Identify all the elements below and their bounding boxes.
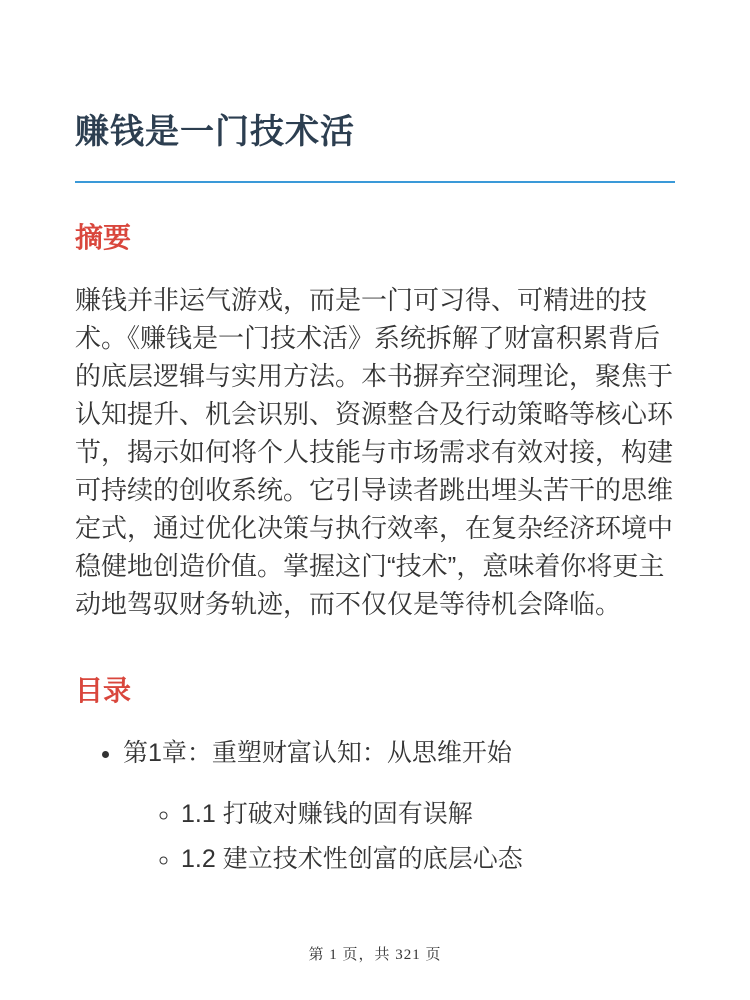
toc-list [75,736,675,882]
toc-section-item: ◦ 1.1 打破对赚钱的固有误解 [181,792,675,837]
page-title: 赚钱是一门技术活 [75,0,675,183]
toc-sublist [123,792,675,882]
toc-heading: 目录 [75,674,132,706]
page-number: 第 1 页，共 321 页 [308,947,442,963]
toc-chapter-item [123,736,675,882]
toc-section-item: ◦ 1.2 建立技术性创富的底层心态 [181,837,675,882]
abstract-paragraph: 赚钱并非运气游戏，而是一门可习得、可精进的技术。《赚钱是一门技术活》系统拆解了财富积累背后的底层逻辑与实用方法。本书摒弃空洞理论，聚焦于认知提升、机会识别、资源整合及行动策略等核心环节，揭示如何将个人技能与市场需求有效对接，构建可持续的创收系统。它引导读者跳出埋头苦干的思维定式，通过优化决策与执行效率，在复杂经济环境中稳健地创造价值。掌握这门“技术”，意味着你将更主动地驾驭财务轨迹，而不仅仅是等待机会降临。 [75,284,674,619]
abstract-heading: 摘要 [75,221,132,253]
toc-chapter-label: 第1章：重塑财富认知：从思维开始 [123,738,512,767]
document-page [75,0,675,1000]
